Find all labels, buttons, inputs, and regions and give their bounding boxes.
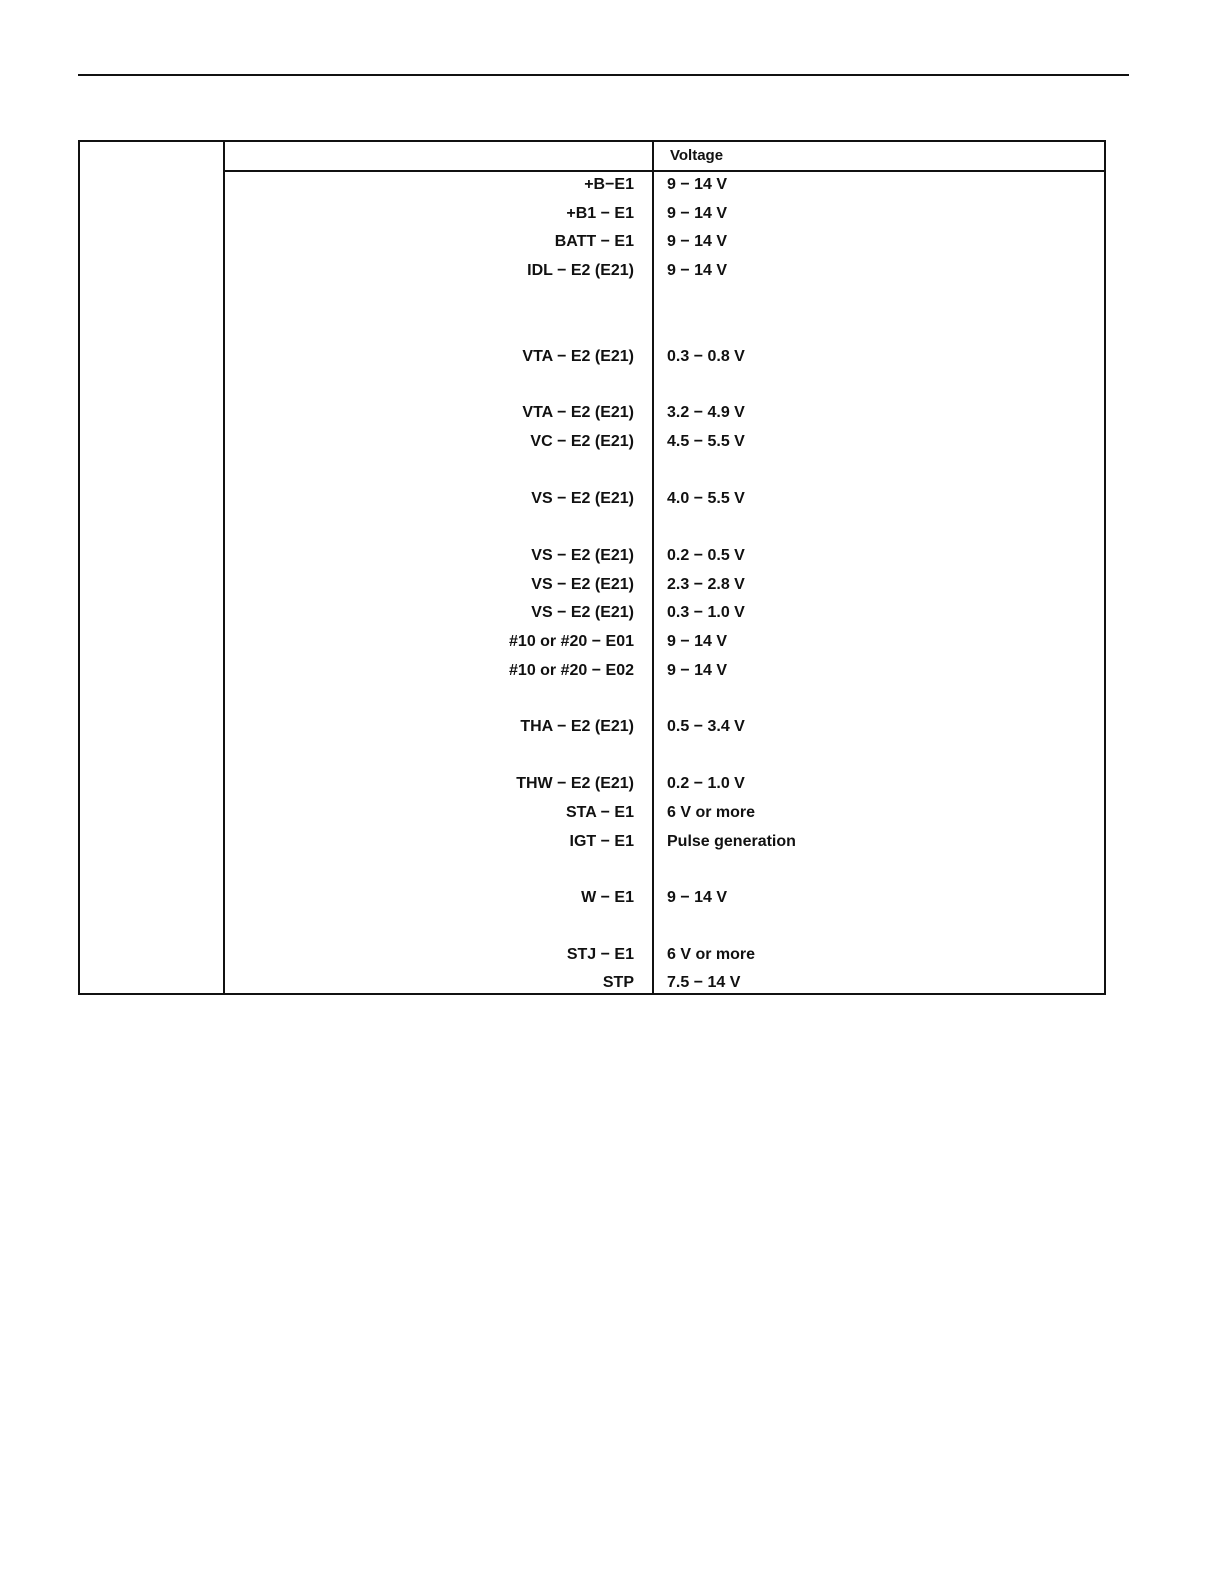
terminal-label: IDL − E2 (E21) — [527, 262, 634, 279]
voltage-value: 0.3 − 1.0 V — [667, 604, 745, 621]
terminal-label: THW − E2 (E21) — [516, 775, 634, 792]
terminal-label: W − E1 — [581, 889, 634, 906]
voltage-value: 3.2 − 4.9 V — [667, 404, 745, 421]
voltage-value: 9 − 14 V — [667, 662, 728, 679]
voltage-value: 9 − 14 V — [667, 262, 728, 279]
terminal-label: VS − E2 (E21) — [531, 547, 634, 564]
column-divider — [223, 142, 225, 993]
terminal-label: #10 or #20 − E02 — [509, 662, 634, 679]
terminal-label: VTA − E2 (E21) — [522, 348, 634, 365]
terminal-label: VS − E2 (E21) — [531, 576, 634, 593]
voltage-value: 0.3 − 0.8 V — [667, 348, 745, 365]
terminal-label: #10 or #20 − E01 — [509, 633, 634, 650]
terminal-label: STA − E1 — [565, 804, 634, 821]
voltage-value: 9 − 14 V — [667, 889, 728, 906]
terminal-label: +B−E1 — [584, 176, 634, 193]
voltage-value: 6 V or more — [667, 946, 756, 963]
voltage-value: 4.5 − 5.5 V — [667, 433, 745, 450]
terminal-label: BATT − E1 — [554, 233, 634, 250]
page-top-rule — [78, 74, 1129, 76]
header-rule — [223, 170, 1104, 172]
voltage-value: 7.5 − 14 V — [667, 974, 741, 991]
terminal-label: STJ − E1 — [566, 946, 634, 963]
voltage-value: 9 − 14 V — [667, 233, 728, 250]
terminal-label: THA − E2 (E21) — [520, 718, 634, 735]
voltage-value: 0.2 − 0.5 V — [667, 547, 745, 564]
voltage-value: 6 V or more — [667, 804, 756, 821]
voltage-value: 0.5 − 3.4 V — [667, 718, 745, 735]
voltage-value: Pulse generation — [667, 833, 796, 850]
voltage-value: 2.3 − 2.8 V — [667, 576, 745, 593]
column-divider — [652, 142, 654, 993]
voltage-value: 0.2 − 1.0 V — [667, 775, 745, 792]
terminal-label: VS − E2 (E21) — [531, 490, 634, 507]
terminal-label: VTA − E2 (E21) — [522, 404, 634, 421]
voltage-value: 9 − 14 V — [667, 176, 728, 193]
voltage-column-header: Voltage — [670, 147, 724, 164]
terminal-label: IGT − E1 — [569, 833, 634, 850]
voltage-value: 9 − 14 V — [667, 205, 728, 222]
terminal-label: +B1 − E1 — [566, 205, 634, 222]
voltage-value: 4.0 − 5.5 V — [667, 490, 745, 507]
voltage-value: 9 − 14 V — [667, 633, 728, 650]
terminal-label: STP — [602, 974, 634, 991]
terminal-label: VS − E2 (E21) — [531, 604, 634, 621]
terminal-label: VC − E2 (E21) — [530, 433, 634, 450]
voltage-table — [78, 140, 1106, 995]
